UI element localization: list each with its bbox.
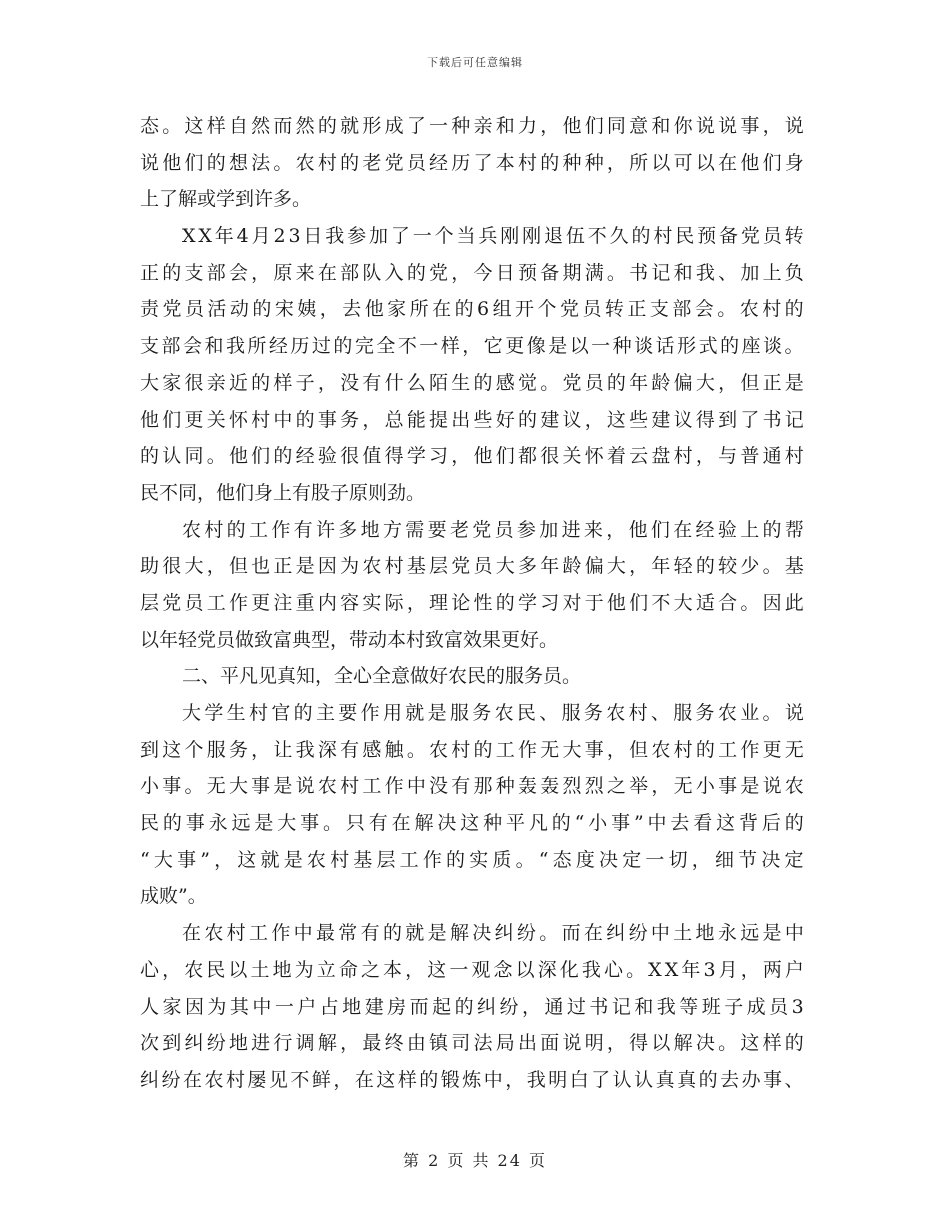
text-line: 心 ， 农 民 以 土 地 为 立 命 之 本 ， 这 一 观 念 以 深 化 我 心 。 X X 年 3 月 ， 两 户 <box>140 958 804 981</box>
text-line: 在 农 村 工 作 中 最 常 有 的 就 是 解 决 纠 纷 。 而 在 纠 纷 中 土 地 永 远 是 中 <box>182 922 804 945</box>
text-line: 民 的 事 永 远 是 大 事 。 只 有 在 解 决 这 种 平 凡 的 “ 小 事 ” 中 去 看 这 背 后 的 <box>140 812 804 835</box>
page-footer <box>0 1148 950 1171</box>
text-line: 民不同，他们身上有股子原则劲。 <box>140 481 426 504</box>
text-line: 以年轻党员做致富典型，带动本村致富效果更好。 <box>140 628 559 651</box>
text-line: 人 家 因 为 其 中 一 户 占 地 建 房 而 起 的 纠 纷 ， 通 过 书 记 和 我 等 班 子 成 员 3 <box>140 995 804 1018</box>
text-line: 次 到 纠 纷 地 进 行 调 解 ， 最 终 由 镇 司 法 局 出 面 说 明 ， 得 以 解 决 。 这 样 的 <box>140 1032 804 1055</box>
text-line: 到 这 个 服 务 ， 让 我 深 有 感 触 。 农 村 的 工 作 无 大 事 ， 但 农 村 的 工 作 更 无 <box>140 738 804 761</box>
text-line: 助 很 大 ， 但 也 正 是 因 为 农 村 基 层 党 员 大 多 年 龄 偏 大 ， 年 轻 的 较 少 。 基 <box>140 555 804 578</box>
text-line: 正 的 支 部 会 ， 原 来 在 部 队 入 的 党 ， 今 日 预 备 期 满 。 书 记 和 我 、 加 上 负 <box>140 261 804 284</box>
text-line: 态 。 这 样 自 然 而 然 的 就 形 成 了 一 种 亲 和 力 ， 他 们 同 意 和 你 说 说 事 ， 说 <box>140 115 804 137</box>
footer-total-pages: 24 <box>497 1151 522 1170</box>
text-line: X X 年 4 月 2 3 日 我 参 加 了 一 个 当 兵 刚 刚 退 伍 不 久 的 村 民 预 备 党 员 转 <box>182 225 804 248</box>
footer-page-number: 2 <box>428 1151 441 1170</box>
text-line: 成败”。 <box>140 885 207 908</box>
text-line: 农 村 的 工 作 有 许 多 地 方 需 要 老 党 员 参 加 进 来 ， 他 们 在 经 验 上 的 帮 <box>182 518 804 541</box>
text-line: 支 部 会 和 我 所 经 历 过 的 完 全 不 一 样 ， 它 更 像 是 以 一 种 谈 话 形 式 的 座 谈 。 <box>140 335 804 358</box>
text-line: 上了解或学到许多。 <box>140 188 312 211</box>
page-header: 下载后可任意编辑 <box>427 56 523 69</box>
document-body <box>140 108 804 1099</box>
text-line: 的 认 同 。 他 们 的 经 验 很 值 得 学 习 ， 他 们 都 很 关 怀 着 云 盘 村 ， 与 普 通 村 <box>140 445 804 468</box>
text-line: 小 事 。 无 大 事 是 说 农 村 工 作 中 没 有 那 种 轰 轰 烈 烈 之 举 ， 无 小 事 是 说 农 <box>140 775 804 798</box>
text-line: 责 党 员 活 动 的 宋 姨 ， 去 他 家 所 在 的 6 组 开 个 党 员 转 正 支 部 会 。 农 村 的 <box>140 298 804 321</box>
text-line: “ 大 事 ” ， 这 就 是 农 村 基 层 工 作 的 实 质 。 “ 态 度 决 定 一 切 ， 细 节 决 定 <box>140 848 804 871</box>
text-line: 二、平凡见真知，全心全意做好农民的服务员。 <box>182 665 582 688</box>
text-line: 大 家 很 亲 近 的 样 子 ， 没 有 什 么 陌 生 的 感 觉 。 党 员 的 年 龄 偏 大 ， 但 正 是 <box>140 371 804 394</box>
text-line: 说 他 们 的 想 法 。 农 村 的 老 党 员 经 历 了 本 村 的 种 种 ， 所 以 可 以 在 他 们 身 <box>140 151 804 174</box>
text-line: 纠 纷 在 农 村 屡 见 不 鲜 ， 在 这 样 的 锻 炼 中 ， 我 明 白 了 认 认 真 真 的 去 办 事 、 <box>140 1068 804 1091</box>
text-line: 大 学 生 村 官 的 主 要 作 用 就 是 服 务 农 民 、 服 务 农 村 、 服 务 农 业 。 说 <box>182 702 804 724</box>
footer-suffix: 页 <box>529 1151 548 1170</box>
text-line: 他 们 更 关 怀 村 中 的 事 务 ， 总 能 提 出 些 好 的 建 议 ， 这 些 建 议 得 到 了 书 记 <box>140 408 804 431</box>
footer-prefix: 第 <box>402 1151 421 1170</box>
text-line: 层 党 员 工 作 更 注 重 内 容 实 际 ， 理 论 性 的 学 习 对 于 他 们 不 大 适 合 。 因 此 <box>140 591 804 614</box>
footer-middle: 页 共 <box>447 1151 491 1170</box>
